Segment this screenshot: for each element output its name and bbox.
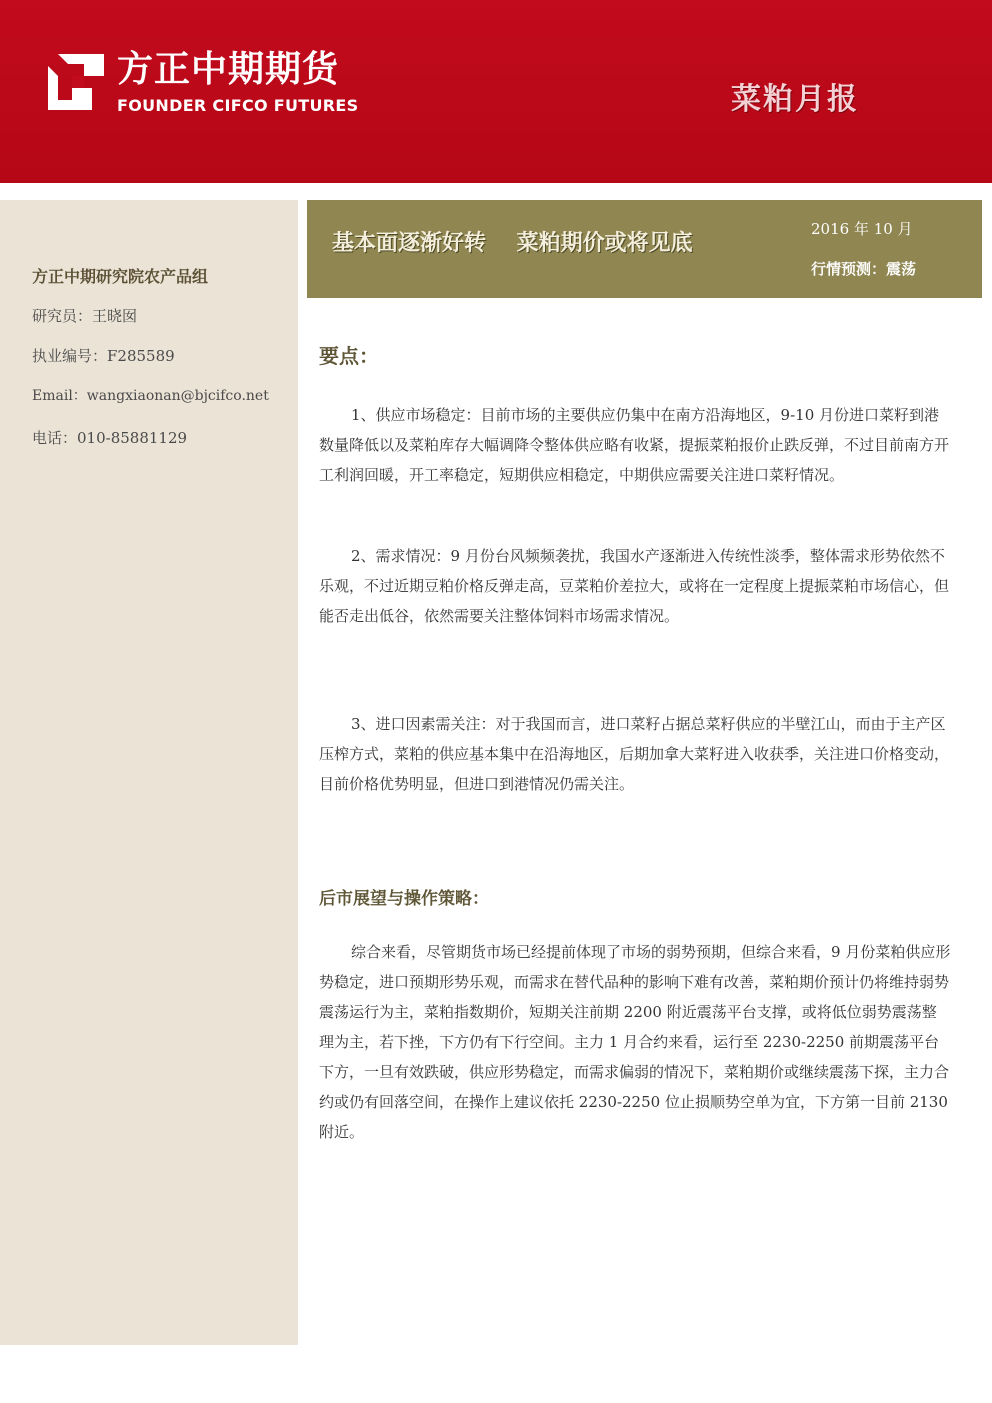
outlook-heading: 后市展望与操作策略： [319, 889, 489, 909]
key-point-supply: 1、供应市场稳定：目前市场的主要供应仍集中在南方沿海地区，9-10 月份进口菜籽到港数量降低以及菜粕库存大幅调降令整体供应略有收紧，提振菜粕报价止跌反弹，不过目前南方开工利润回暖，开工率稳定，短期供应相稳定，中期供应需要关注进口菜籽情况。 [319, 406, 950, 484]
sidebar-panel [0, 200, 298, 1345]
researcher-name: 研究员：王晓囡 [32, 307, 138, 325]
brand-name-cn: 方正中期期货 [117, 49, 340, 90]
founder-logo-icon [46, 52, 106, 112]
outlook-paragraph: 综合来看，尽管期货市场已经提前体现了市场的弱势预期，但综合来看，9 月份菜粕供应形势稳定，进口预期形势乐观，而需求在替代品种的影响下难有改善，菜粕期价预计仍将维持弱势震荡运行为主，菜粕指数期价，短期关注前期 2200 附近震荡平台支撑，或将低位弱势震荡整理为主，若下挫，下方仍有下行空间。主力 1 月合约来看，运行至 2230-2250 前期震荡平台下方，一旦有效跌破，供应形势稳定，而需求偏弱的情况下，菜粕期价或继续震荡下探，主力合约或仍有回落空间，在操作上建议依托 2230-2250 位止损顺势空单为宜，下方第一目前 2130 附近。 [319, 943, 951, 1141]
report-title: 菜粕月报 [731, 82, 859, 117]
key-point-demand: 2、需求情况：9 月份台风频频袭扰，我国水产逐渐进入传统性淡季，整体需求形势依然不乐观，不过近期豆粕价格反弹走高，豆菜粕价差拉大，或将在一定程度上提振菜粕市场信心，但能否走出低谷，依然需要关注整体饲料市场需求情况。 [319, 547, 950, 625]
report-date: 2016 年 10 月 [811, 220, 913, 238]
banner-headline: 基本面逐渐好转 菜粕期价或将见底 [332, 231, 693, 256]
phone-number: 电话：010-85881129 [32, 429, 188, 447]
email-address[interactable]: Email：wangxiaonan@bjcifco.net [32, 388, 269, 404]
brand-name-en: FOUNDER CIFCO FUTURES [117, 96, 359, 115]
research-group: 方正中期研究院农产品组 [32, 267, 209, 286]
key-point-imports: 3、进口因素需关注：对于我国而言，进口菜籽占据总菜籽供应的半壁江山，而由于主产区压榨方式，菜粕的供应基本集中在沿海地区，后期加拿大菜籽进入收获季，关注进口价格变动，目前价格优势明显，但进口到港情况仍需关注。 [319, 715, 950, 793]
key-points-heading: 要点： [319, 344, 379, 368]
license-number: 执业编号：F285589 [32, 347, 175, 365]
market-forecast: 行情预测：震荡 [811, 260, 917, 278]
